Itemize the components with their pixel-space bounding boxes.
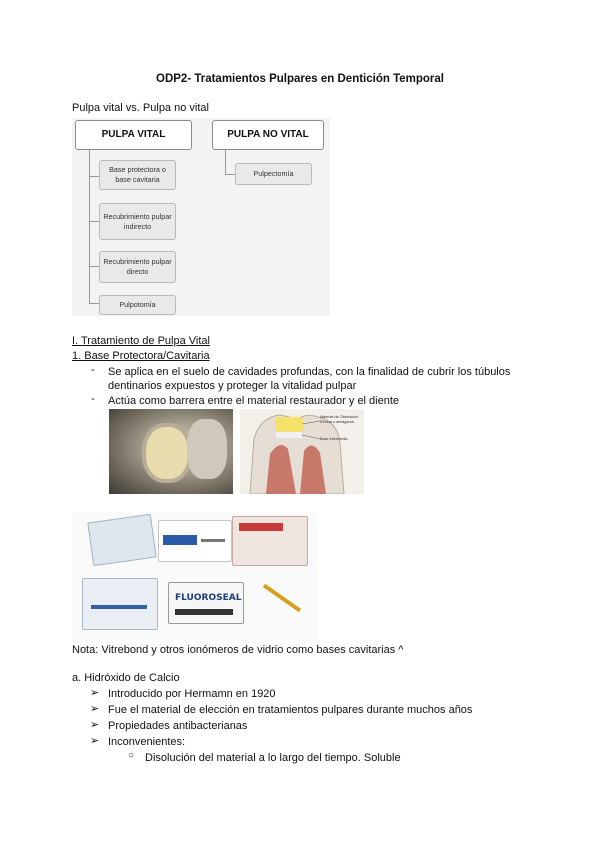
box-base-protectora: Base protectora o base cavitaria bbox=[99, 160, 176, 190]
list-item: Propiedades antibacterianas bbox=[108, 720, 248, 732]
product-stripe bbox=[175, 609, 233, 615]
syringe bbox=[201, 539, 225, 542]
product-package bbox=[87, 514, 157, 566]
list-item: Fue el material de elección en tratamientos pulpares durante muchos años bbox=[108, 704, 473, 716]
product-stripe bbox=[163, 535, 197, 545]
note-text: Nota: Vitrebond y otros ionómeros de vidrio como bases cavitarias ^ bbox=[72, 644, 404, 656]
connector-line bbox=[89, 150, 90, 303]
box-recubrimiento-directo: Recubrimiento pulpar directo bbox=[99, 251, 176, 283]
box-pulpectomia: Pulpectomía bbox=[235, 163, 312, 185]
product-label: FLUOROSEAL bbox=[175, 593, 242, 603]
list-item: Introducido por Hermamn en 1920 bbox=[108, 688, 276, 700]
connector-line bbox=[89, 221, 99, 222]
intro-text: Pulpa vital vs. Pulpa no vital bbox=[72, 102, 209, 114]
arrow-bullet-icon: ➢ bbox=[90, 687, 100, 699]
box-recubrimiento-indirecto: Recubrimiento pulpar indirecto bbox=[99, 203, 176, 240]
cavity-base-shape bbox=[142, 423, 192, 483]
bullet-text: Se aplica en el suelo de cavidades profundas, con la finalidad de cubrir los túbulos bbox=[108, 366, 511, 378]
arrow-bullet-icon: ➢ bbox=[90, 703, 100, 715]
arrow-bullet-icon: ➢ bbox=[90, 735, 100, 747]
syringe bbox=[263, 584, 301, 613]
connector-line bbox=[89, 266, 99, 267]
bullet-text-continued: dentinarios expuestos y proteger la vitalidad pulpar bbox=[108, 380, 357, 392]
list-item: Inconvenientes: bbox=[108, 736, 186, 748]
product-package bbox=[158, 520, 232, 562]
tooth-label: Material de Obturación bbox=[320, 415, 359, 419]
dash-bullet: - bbox=[91, 364, 95, 376]
adjacent-tooth-shape bbox=[187, 419, 227, 479]
connector-line bbox=[89, 303, 99, 304]
connector-line bbox=[89, 176, 99, 177]
arrow-bullet-icon: ➢ bbox=[90, 719, 100, 731]
connector-line bbox=[225, 150, 226, 174]
vital-header: PULPA VITAL bbox=[75, 120, 192, 150]
box-pulpotomia: Pulpotomía bbox=[99, 295, 176, 315]
dash-bullet: - bbox=[91, 393, 95, 405]
product-collage bbox=[72, 512, 318, 640]
subsection-heading: 1. Base Protectora/Cavitaria bbox=[72, 350, 210, 362]
circle-bullet-icon: ○ bbox=[128, 750, 135, 761]
section-heading: I. Tratamiento de Pulpa Vital bbox=[72, 335, 210, 347]
tooth-label: Resina o amalgama bbox=[320, 420, 354, 424]
product-package bbox=[82, 578, 158, 630]
bullet-text: Actúa como barrera entre el material restaurador y el diente bbox=[108, 395, 400, 407]
nonvital-header: PULPA NO VITAL bbox=[212, 120, 324, 150]
list-subitem: Disolución del material a lo largo del tiempo. Soluble bbox=[145, 752, 401, 764]
tooth-cavity-photo bbox=[109, 409, 233, 494]
tooth-label: Base intermedia bbox=[320, 437, 348, 441]
pulp-diagram bbox=[72, 118, 330, 316]
syringe bbox=[91, 605, 147, 609]
connector-line bbox=[225, 174, 235, 175]
product-package bbox=[168, 582, 244, 624]
tooth-diagram bbox=[240, 409, 364, 494]
product-stripe bbox=[239, 523, 283, 531]
page-title: ODP2- Tratamientos Pulpares en Dentición Temporal bbox=[156, 73, 444, 85]
subsection-heading: a. Hidróxido de Calcio bbox=[72, 672, 180, 684]
product-package bbox=[232, 516, 308, 566]
